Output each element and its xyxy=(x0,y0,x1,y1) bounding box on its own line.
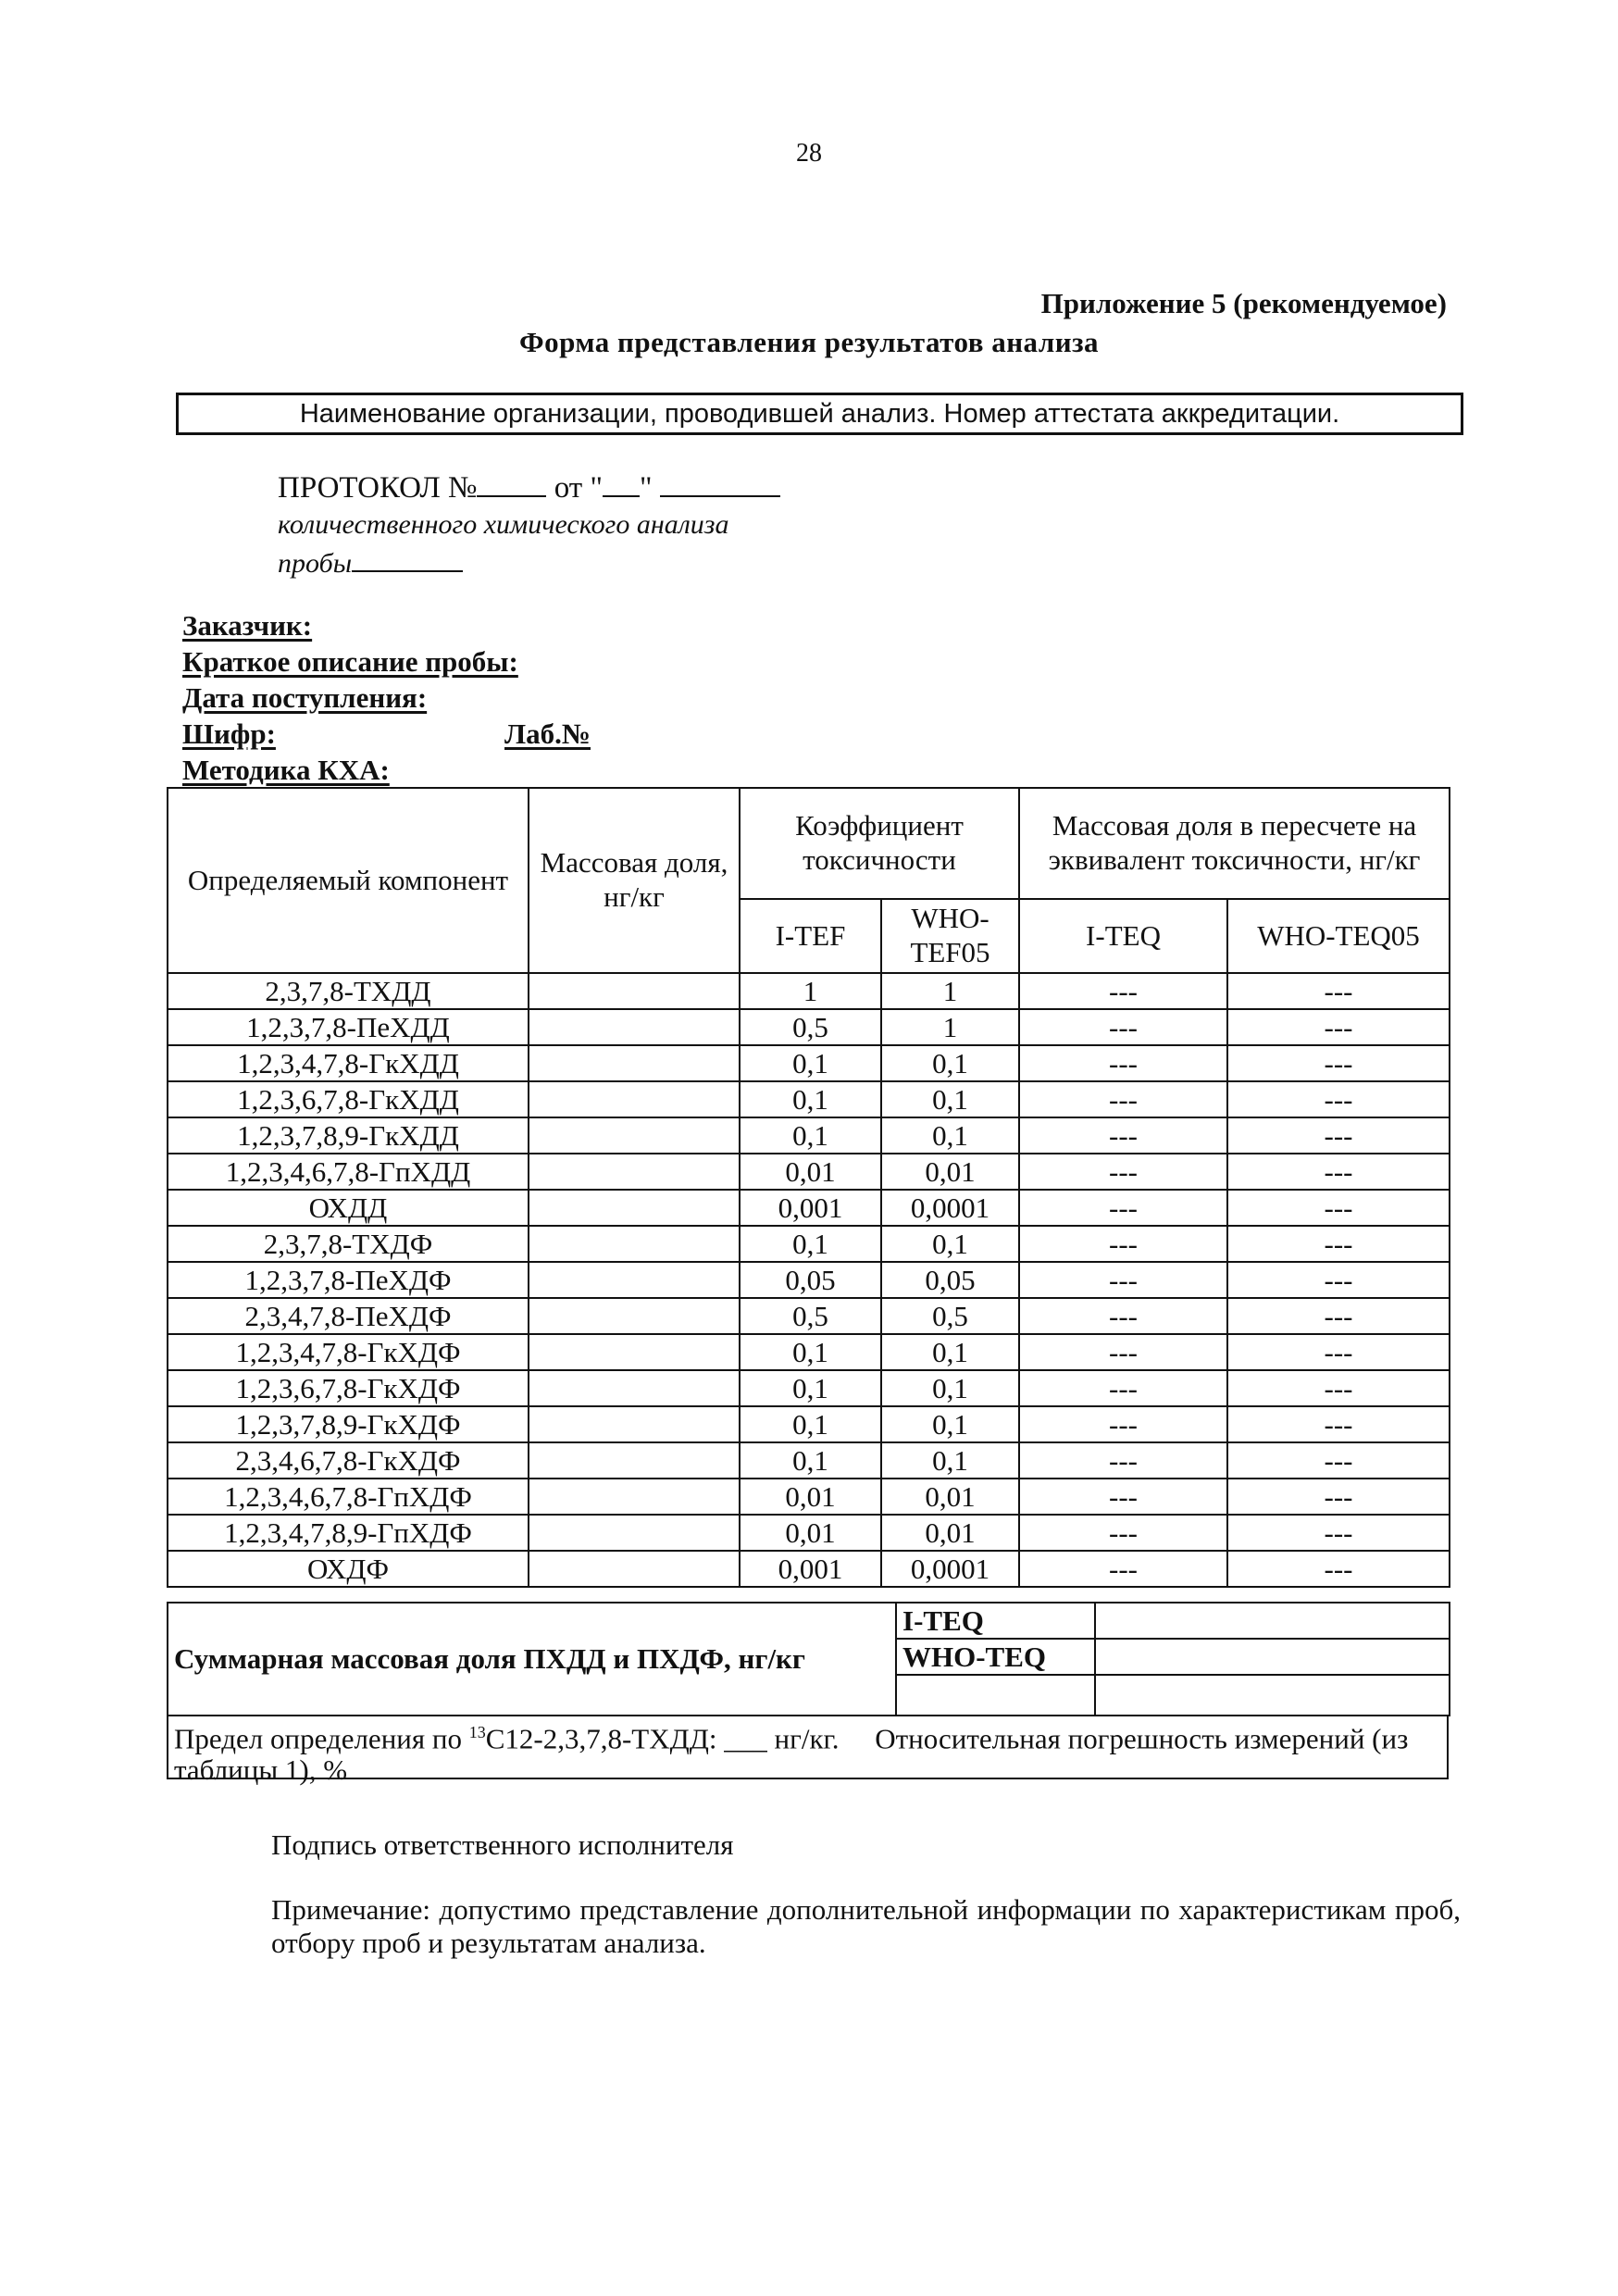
signature-line: Подпись ответственного исполнителя xyxy=(271,1828,734,1861)
cell-component: 1,2,3,7,8,9-ГкХДФ xyxy=(168,1406,529,1442)
cell-who-teq: --- xyxy=(1227,1442,1450,1479)
appendix-title: Приложение 5 (рекомендуемое) xyxy=(1040,287,1447,319)
cell-component: ОХДФ xyxy=(168,1551,529,1587)
cell-who-teq: --- xyxy=(1227,1515,1450,1551)
cell-mass[interactable] xyxy=(529,1298,740,1334)
table-row xyxy=(168,973,1450,1009)
summary-empty-label xyxy=(896,1675,1095,1716)
header-i-teq: I-TEQ xyxy=(1019,899,1227,973)
cell-i-tef: 1 xyxy=(740,973,881,1009)
form-title: Форма представления результатов анализа xyxy=(518,326,1100,358)
protocol-prefix: ПРОТОКОЛ № xyxy=(278,471,478,505)
cell-who-tef: 0,01 xyxy=(881,1515,1019,1551)
cell-component: 1,2,3,4,7,8-ГкХДФ xyxy=(168,1334,529,1370)
cell-mass[interactable] xyxy=(529,1117,740,1154)
cell-component: 1,2,3,4,6,7,8-ГпХДД xyxy=(168,1154,529,1190)
cell-component: 1,2,3,4,6,7,8-ГпХДФ xyxy=(168,1479,529,1515)
summary-who-teq-label: WHO-TEQ xyxy=(896,1639,1095,1675)
table-row xyxy=(168,1117,1450,1154)
cell-mass[interactable] xyxy=(529,1045,740,1081)
cell-component: 1,2,3,4,7,8-ГкХДД xyxy=(168,1045,529,1081)
cell-i-tef: 0,5 xyxy=(740,1298,881,1334)
cell-mass[interactable] xyxy=(529,1009,740,1045)
cell-who-teq: --- xyxy=(1227,1298,1450,1334)
cell-i-tef: 0,1 xyxy=(740,1081,881,1117)
table-row xyxy=(168,1479,1450,1515)
cell-who-tef: 0,1 xyxy=(881,1442,1019,1479)
cell-mass[interactable] xyxy=(529,1262,740,1298)
field-arrival-date: Дата поступления: xyxy=(182,681,428,714)
cell-who-tef: 0,05 xyxy=(881,1262,1019,1298)
table-row xyxy=(168,1262,1450,1298)
cell-component: 1,2,3,7,8-ПеХДФ xyxy=(168,1262,529,1298)
cell-who-teq: --- xyxy=(1227,1479,1450,1515)
cell-who-tef: 0,0001 xyxy=(881,1190,1019,1226)
cell-who-tef: 0,1 xyxy=(881,1226,1019,1262)
table-row xyxy=(168,1081,1450,1117)
cell-component: 1,2,3,7,8-ПеХДД xyxy=(168,1009,529,1045)
table-row xyxy=(168,1551,1450,1587)
limit-isotope: 13 xyxy=(468,1723,486,1741)
cell-i-tef: 0,01 xyxy=(740,1154,881,1190)
cell-who-teq: --- xyxy=(1227,1081,1450,1117)
cell-who-tef: 0,01 xyxy=(881,1154,1019,1190)
cell-who-teq: --- xyxy=(1227,1190,1450,1226)
cell-i-teq: --- xyxy=(1019,1515,1227,1551)
limit-compound: C12-2,3,7,8-ТХДД: ___ нг/кг. xyxy=(485,1722,840,1755)
field-lab-number: Лаб.№ xyxy=(504,718,591,750)
protocol-sample-blank[interactable] xyxy=(352,546,463,572)
cell-i-tef: 0,001 xyxy=(740,1190,881,1226)
cell-i-tef: 0,001 xyxy=(740,1551,881,1587)
cell-component: 1,2,3,6,7,8-ГкХДД xyxy=(168,1081,529,1117)
summary-table xyxy=(167,1602,1450,1716)
cell-component: 2,3,7,8-ТХДФ xyxy=(168,1226,529,1262)
cell-mass[interactable] xyxy=(529,1081,740,1117)
cell-i-teq: --- xyxy=(1019,1551,1227,1587)
cell-mass[interactable] xyxy=(529,1442,740,1479)
cell-component: 1,2,3,6,7,8-ГкХДФ xyxy=(168,1370,529,1406)
summary-who-teq-value[interactable] xyxy=(1095,1639,1450,1675)
cell-who-teq: --- xyxy=(1227,1334,1450,1370)
cell-component: ОХДД xyxy=(168,1190,529,1226)
protocol-day-blank[interactable] xyxy=(603,468,640,497)
cell-who-tef: 0,1 xyxy=(881,1081,1019,1117)
cell-who-teq: --- xyxy=(1227,1226,1450,1262)
protocol-number-blank[interactable] xyxy=(477,468,546,497)
header-teq-group: Массовая доля в пересчете на эквивалент токсичности, нг/кг xyxy=(1019,788,1450,899)
cell-who-teq: --- xyxy=(1227,1154,1450,1190)
cell-i-teq: --- xyxy=(1019,1442,1227,1479)
cell-who-teq: --- xyxy=(1227,973,1450,1009)
field-sample-description: Краткое описание пробы: xyxy=(182,645,518,678)
limit-relative-error: Относительная погрешность измерений (из таблицы 1), % xyxy=(174,1722,1409,1787)
table-row xyxy=(168,1226,1450,1262)
cell-i-teq: --- xyxy=(1019,1262,1227,1298)
protocol-quote: " xyxy=(639,471,653,505)
cell-who-teq: --- xyxy=(1227,1551,1450,1587)
protocol-sample-label: пробы xyxy=(278,548,353,579)
protocol-line xyxy=(278,468,780,505)
header-who-tef: WHO-TEF05 xyxy=(881,899,1019,973)
cell-i-tef: 0,1 xyxy=(740,1226,881,1262)
table-row xyxy=(168,1298,1450,1334)
cell-component: 1,2,3,7,8,9-ГкХДД xyxy=(168,1117,529,1154)
header-component: Определяемый компонент xyxy=(168,788,529,973)
cell-i-teq: --- xyxy=(1019,1081,1227,1117)
cell-who-tef: 0,5 xyxy=(881,1298,1019,1334)
note: Примечание: допустимо представление дополнительной информации по характеристикам проб, отбору проб и результатам анализа. xyxy=(271,1893,1461,1959)
table-row xyxy=(168,1515,1450,1551)
cell-i-teq: --- xyxy=(1019,1045,1227,1081)
cell-who-tef: 0,01 xyxy=(881,1479,1019,1515)
cell-who-teq: --- xyxy=(1227,1406,1450,1442)
organization-box: Наименование организации, проводившей анализ. Номер аттестата аккредитации. xyxy=(176,393,1463,435)
field-customer: Заказчик: xyxy=(182,609,313,642)
cell-i-tef: 0,1 xyxy=(740,1117,881,1154)
cell-who-tef: 1 xyxy=(881,973,1019,1009)
cell-mass[interactable] xyxy=(529,1370,740,1406)
cell-mass[interactable] xyxy=(529,1226,740,1262)
cell-who-tef: 0,1 xyxy=(881,1117,1019,1154)
cell-mass[interactable] xyxy=(529,1334,740,1370)
protocol-from: от " xyxy=(554,471,603,505)
limit-prefix: Предел определения по xyxy=(174,1722,469,1755)
page-number: 28 xyxy=(796,139,822,168)
protocol-subtitle: количественного химического анализа xyxy=(278,509,729,540)
table-row xyxy=(168,1190,1450,1226)
cell-i-tef: 0,01 xyxy=(740,1515,881,1551)
cell-who-tef: 0,1 xyxy=(881,1045,1019,1081)
detection-limit-box xyxy=(167,1715,1449,1787)
cell-who-tef: 0,0001 xyxy=(881,1551,1019,1587)
cell-who-tef: 1 xyxy=(881,1009,1019,1045)
cell-mass[interactable] xyxy=(529,1479,740,1515)
table-row xyxy=(168,1154,1450,1190)
cell-who-tef: 0,1 xyxy=(881,1334,1019,1370)
cell-mass[interactable] xyxy=(529,1154,740,1190)
cell-who-tef: 0,1 xyxy=(881,1370,1019,1406)
cell-mass[interactable] xyxy=(529,973,740,1009)
results-table xyxy=(167,787,1450,1588)
table-row xyxy=(168,1442,1450,1479)
table-row xyxy=(168,1370,1450,1406)
table-body xyxy=(168,973,1450,1587)
header-who-teq: WHO-TEQ05 xyxy=(1227,899,1450,973)
header-tef-group: Коэффициент токсичности xyxy=(740,788,1019,899)
cell-who-teq: --- xyxy=(1227,1045,1450,1081)
summary-label: Суммарная массовая доля ПХДД и ПХДФ, нг/кг xyxy=(168,1603,896,1716)
field-method: Методика КХА: xyxy=(182,754,390,786)
cell-who-teq: --- xyxy=(1227,1370,1450,1406)
cell-who-teq: --- xyxy=(1227,1262,1450,1298)
summary-empty-value xyxy=(1095,1675,1450,1716)
summary-i-teq-value[interactable] xyxy=(1095,1603,1450,1639)
table-row xyxy=(168,1406,1450,1442)
cell-i-teq: --- xyxy=(1019,1226,1227,1262)
cell-who-teq: --- xyxy=(1227,1009,1450,1045)
cell-i-teq: --- xyxy=(1019,1334,1227,1370)
cell-i-teq: --- xyxy=(1019,1117,1227,1154)
table-row xyxy=(168,1045,1450,1081)
cell-i-tef: 0,1 xyxy=(740,1370,881,1406)
cell-i-teq: --- xyxy=(1019,1009,1227,1045)
cell-who-tef: 0,1 xyxy=(881,1406,1019,1442)
cell-i-tef: 0,01 xyxy=(740,1479,881,1515)
cell-mass[interactable] xyxy=(529,1406,740,1442)
protocol-sample xyxy=(278,546,463,580)
cell-i-tef: 0,5 xyxy=(740,1009,881,1045)
cell-i-teq: --- xyxy=(1019,1370,1227,1406)
cell-component: 2,3,4,6,7,8-ГкХДФ xyxy=(168,1442,529,1479)
field-code: Шифр: xyxy=(182,718,276,750)
cell-mass[interactable] xyxy=(529,1551,740,1587)
cell-i-teq: --- xyxy=(1019,1406,1227,1442)
cell-i-tef: 0,1 xyxy=(740,1442,881,1479)
cell-i-teq: --- xyxy=(1019,1154,1227,1190)
cell-component: 2,3,4,7,8-ПеХДФ xyxy=(168,1298,529,1334)
summary-i-teq-label: I-TEQ xyxy=(896,1603,1095,1639)
table-row xyxy=(168,1334,1450,1370)
cell-who-teq: --- xyxy=(1227,1117,1450,1154)
header-i-tef: I-TEF xyxy=(740,899,881,973)
cell-i-teq: --- xyxy=(1019,1190,1227,1226)
cell-i-tef: 0,1 xyxy=(740,1334,881,1370)
cell-i-tef: 0,05 xyxy=(740,1262,881,1298)
cell-i-tef: 0,1 xyxy=(740,1406,881,1442)
cell-i-tef: 0,1 xyxy=(740,1045,881,1081)
cell-i-teq: --- xyxy=(1019,973,1227,1009)
cell-component: 2,3,7,8-ТХДД xyxy=(168,973,529,1009)
cell-mass[interactable] xyxy=(529,1515,740,1551)
protocol-month-blank[interactable] xyxy=(660,468,780,497)
cell-component: 1,2,3,4,7,8,9-ГпХДФ xyxy=(168,1515,529,1551)
cell-mass[interactable] xyxy=(529,1190,740,1226)
cell-i-teq: --- xyxy=(1019,1479,1227,1515)
header-mass-fraction: Массовая доля, нг/кг xyxy=(529,788,740,973)
table-row xyxy=(168,1009,1450,1045)
cell-i-teq: --- xyxy=(1019,1298,1227,1334)
